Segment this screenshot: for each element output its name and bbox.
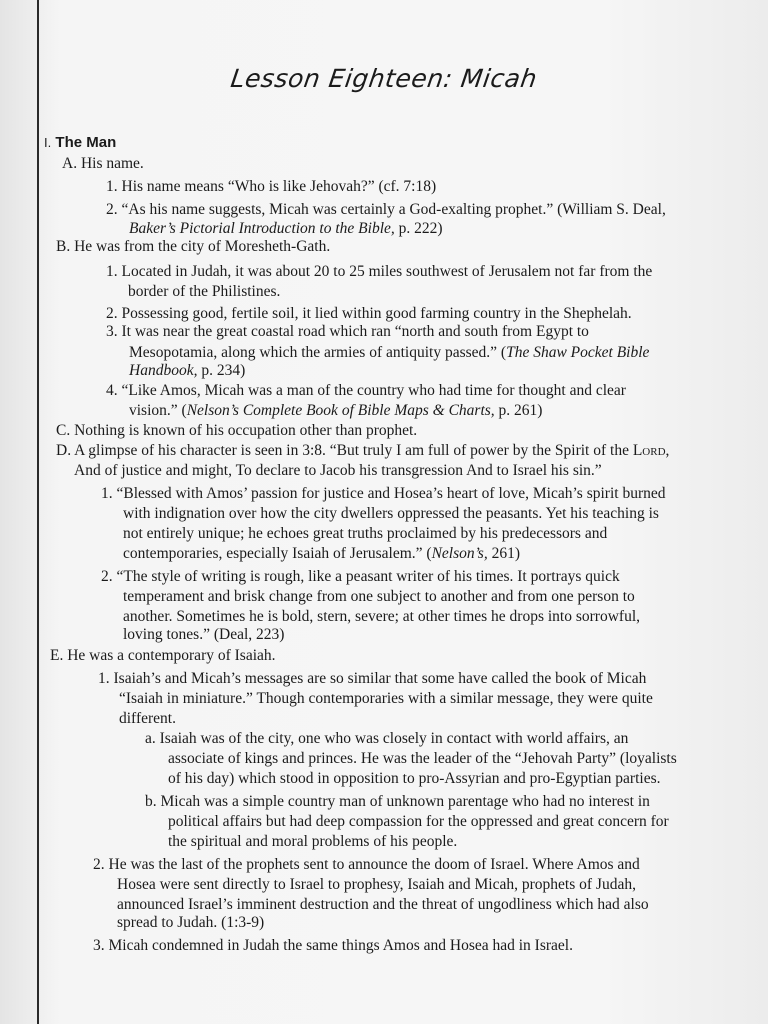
outline-item-e3: 3. Micah condemned in Judah the same things Amos and Hosea had in Israel. [93, 937, 573, 954]
outline-item-e1a-cont2: of his day) which stood in opposition to pro-Assyrian and pro-Egyptian parties. [168, 770, 661, 787]
outline-item-a: A. His name. [62, 155, 144, 172]
outline-item-e1a-cont: associate of kings and princes. He was the leader of the “Jehovah Party” (loyalists [168, 750, 677, 767]
margin-rule [37, 0, 39, 1024]
outline-item-b4: 4. “Like Amos, Micah was a man of the country who had time for thought and clear [106, 382, 626, 399]
outline-item-d2-cont2: another. Sometimes he is bold, stern, severe; at other times he drops into sorrowful, [123, 608, 640, 625]
outline-item-b3-cont: Mesopotamia, along which the armies of antiquity passed.” (The Shaw Pocket Bible [129, 344, 650, 361]
outline-item-d2-cont3: loving tones.” (Deal, 223) [123, 626, 285, 643]
outline-item-b2: 2. Possessing good, fertile soil, it lied within good farming country in the Shephelah. [106, 305, 632, 322]
outline-item-b1-cont: border of the Philistines. [128, 283, 281, 300]
outline-item-e2-cont3: spread to Judah. (1:3-9) [117, 914, 265, 931]
outline-item-d-cont: And of justice and might, To declare to Jacob his transgression And to Israel his sin.” [74, 462, 602, 479]
page-title: Lesson Eighteen: Micah [228, 64, 540, 93]
outline-item-d1-cont3: contemporaries, especially Isaiah of Jerusalem.” (Nelson’s, 261) [123, 545, 521, 562]
outline-item-e1b-cont2: the spiritual and moral problems of his people. [168, 833, 458, 850]
outline-item-b: B. He was from the city of Moresheth-Gath. [56, 238, 331, 255]
outline-item-d: D. A glimpse of his character is seen in 3:8. “But truly I am full of power by the Spirit of the Lord, [56, 442, 670, 459]
outline-item-b4-cont: vision.” (Nelson’s Complete Book of Bible Maps & Charts, p. 261) [129, 402, 543, 419]
outline-item-d2-cont: temperament and brisk change from one subject to another and from one person to [123, 588, 635, 605]
outline-item-e1: 1. Isaiah’s and Micah’s messages are so similar that some have called the book of Micah [98, 670, 647, 687]
section-number: I. [44, 135, 52, 150]
outline-item-c: C. Nothing is known of his occupation other than prophet. [56, 422, 418, 439]
outline-item-e1b-cont: political affairs but had deep compassion for the oppressed and great concern for [168, 813, 669, 830]
outline-item-e1a: a. Isaiah was of the city, one who was closely in contact with world affairs, an [145, 730, 629, 747]
outline-item-e2-cont: Hosea were sent directly to Israel to prophesy, Isaiah and Micah, prophets of Judah, [117, 876, 636, 893]
outline-item-e2-cont2: announced Israel’s imminent destruction and the threat of ungodliness which had also [117, 896, 649, 913]
outline-item-e2: 2. He was the last of the prophets sent to announce the doom of Israel. Where Amos and [93, 856, 640, 873]
outline-item-e1-cont: “Isaiah in miniature.” Though contemporaries with a similar message, they were quite [119, 690, 653, 707]
outline-item-e1-cont2: different. [119, 710, 176, 727]
outline-item-b3-cont2: Handbook, p. 234) [129, 362, 246, 379]
outline-item-b3: 3. It was near the great coastal road which ran “north and south from Egypt to [106, 323, 589, 340]
outline-item-d1-cont: with indignation over how the city dwellers oppressed the peasants. Yet his teaching is [123, 505, 659, 522]
outline-item-d1-cont2: not entirely unique; he echoes great truths proclaimed by his predecessors and [123, 525, 608, 542]
section-label: The Man [55, 134, 117, 151]
outline-item-e1b: b. Micah was a simple country man of unknown parentage who had no interest in [145, 793, 650, 810]
outline-item-a2-cont: Baker’s Pictorial Introduction to the Bible, p. 222) [129, 220, 443, 237]
outline-item-e: E. He was a contemporary of Isaiah. [50, 647, 276, 664]
section-heading [44, 134, 116, 152]
outline-item-d2: 2. “The style of writing is rough, like a peasant writer of his times. It portrays quick [101, 568, 620, 585]
outline-item-a1: 1. His name means “Who is like Jehovah?” (cf. 7:18) [106, 178, 437, 195]
outline-item-b1: 1. Located in Judah, it was about 20 to 25 miles southwest of Jerusalem not far from the [106, 263, 653, 280]
outline-item-d1: 1. “Blessed with Amos’ passion for justice and Hosea’s heart of love, Micah’s spirit burned [101, 485, 666, 502]
outline-item-a2: 2. “As his name suggests, Micah was certainly a God-exalting prophet.” (William S. Deal, [106, 201, 666, 218]
